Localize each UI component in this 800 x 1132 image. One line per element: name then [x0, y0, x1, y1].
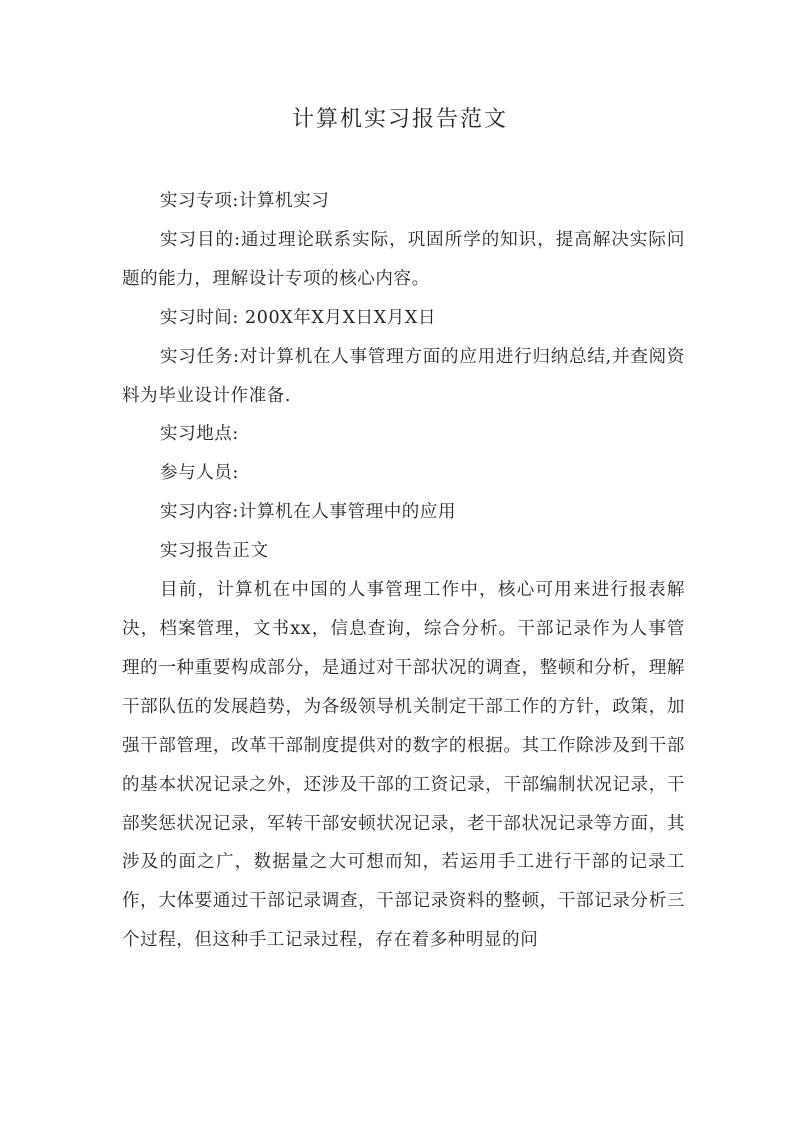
document-title: 计算机实习报告范文 — [291, 107, 508, 132]
document-body — [122, 182, 685, 960]
paragraph-internship-content: 实习内容:计算机在人事管理中的应用 — [160, 502, 457, 523]
paragraph-participants: 参与人员: — [160, 463, 239, 484]
paragraph-report-body: 目前，计算机在中国的人事管理工作中，核心可用来进行报表解决，档案管理，文书xx，信息查询，综合分析。干部记录作为人事管理的一种重要构成部分，是通过对干部状况的调查，整顿和分析，理解干部队伍的发展趋势，为各级领导机关制定干部工作的方针，政策，加强干部管理，改革干部制度提供对的数字的根据。其工作除涉及到干部的基本状况记录之外，还涉及干部的工资记录，干部编制状况记录，干部奖惩状况记录，军转干部安顿状况记录，老干部状况记录等方面，其涉及的面之广，数据量之大可想而知，若运用手工进行干部的记录工作，大体要通过干部记录调查，干部记录资料的整顿，干部记录分析三个过程，但这种手工记录过程，存在着多种明显的问 — [122, 580, 685, 951]
paragraph-internship-project: 实习专项:计算机实习 — [160, 191, 330, 211]
paragraph-report-heading: 实习报告正文 — [160, 541, 269, 562]
paragraph-internship-purpose: 实习目的:通过理论联系实际，巩固所学的知识，提高解决实际问题的能力，理解设计专项的核心内容。 — [122, 229, 685, 289]
paragraph-internship-time: 实习时间: 200X年X月X日X月X日 — [160, 307, 437, 328]
paragraph-internship-location: 实习地点: — [160, 424, 239, 445]
paragraph-internship-task: 实习任务:对计算机在人事管理方面的应用进行归纳总结,并查阅资料为毕业设计作准备. — [122, 346, 685, 406]
